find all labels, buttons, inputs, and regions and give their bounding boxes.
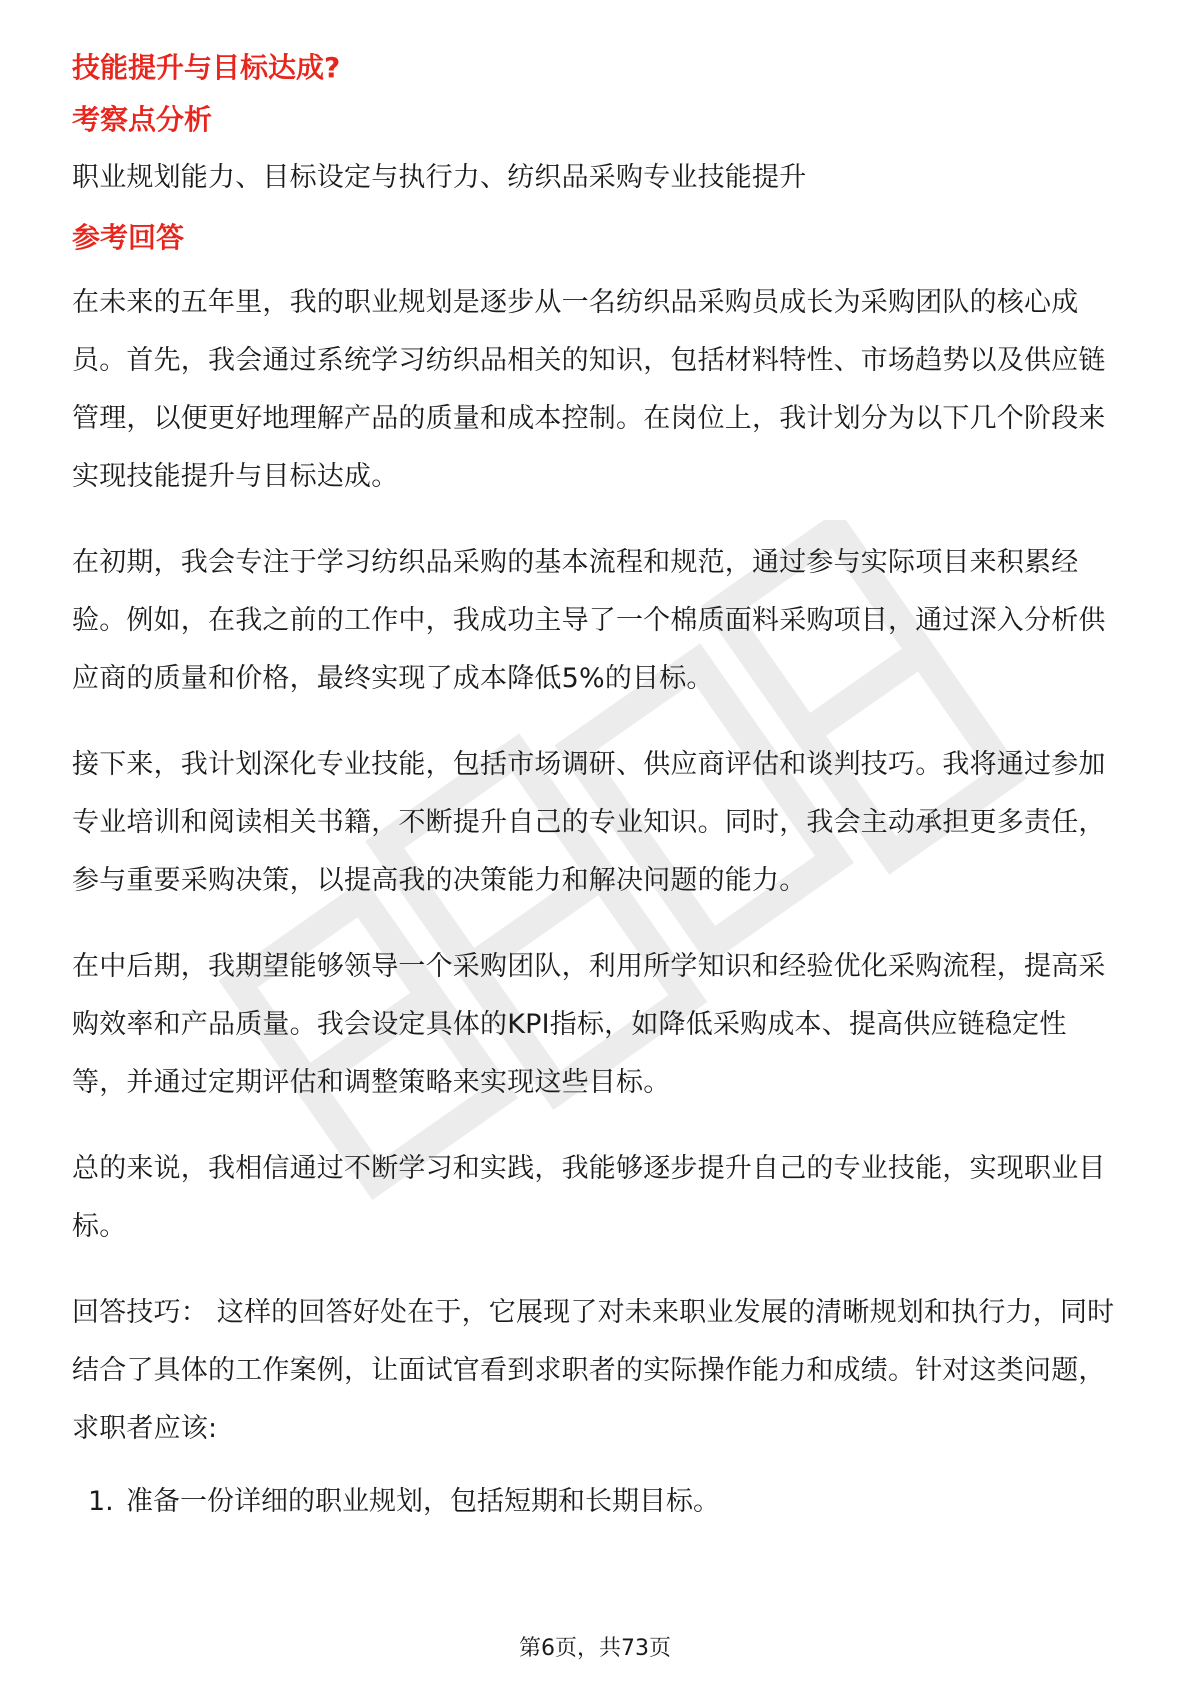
answer-paragraph: 接下来，我计划深化专业技能，包括市场调研、供应商评估和谈判技巧。我将通过参加专业培训和阅读相关书籍，不断提升自己的专业知识。同时，我会主动承担更多责任，参与重要采购决策，以提高我的决策能力和解决问题的能力。 bbox=[72, 749, 1106, 896]
analysis-heading: 考察点分析 bbox=[72, 103, 213, 136]
list-item-number: 1. bbox=[88, 1486, 114, 1517]
analysis-text: 职业规划能力、目标设定与执行力、纺织品采购专业技能提升 bbox=[72, 162, 807, 193]
answer-paragraph: 在中后期，我期望能够领导一个采购团队，利用所学知识和经验优化采购流程，提高采购效率和产品质量。我会设定具体的KPI指标，如降低采购成本、提高供应链稳定性等，并通过定期评估和调整策略来实现这些目标。 bbox=[72, 951, 1106, 1098]
answer-paragraph: 总的来说，我相信通过不断学习和实践，我能够逐步提升自己的专业技能，实现职业目标。 bbox=[72, 1153, 1106, 1242]
question-title: 技能提升与目标达成? bbox=[72, 51, 341, 84]
list-item bbox=[72, 1480, 1118, 1524]
answer-tips-paragraph: 回答技巧： 这样的回答好处在于，它展现了对未来职业发展的清晰规划和执行力，同时结合了具体的工作案例，让面试官看到求职者的实际操作能力和成绩。针对这类问题，求职者应该: bbox=[72, 1297, 1115, 1444]
list-item-text: 准备一份详细的职业规划，包括短期和长期目标。 bbox=[126, 1486, 720, 1517]
answer-paragraph: 在初期，我会专注于学习纺织品采购的基本流程和规范，通过参与实际项目来积累经验。例如，在我之前的工作中，我成功主导了一个棉质面料采购项目，通过深入分析供应商的质量和价格，最终实现了成本降低5%的目标。 bbox=[72, 547, 1106, 694]
answer-heading: 参考回答 bbox=[72, 221, 185, 254]
tips-list bbox=[72, 1480, 1118, 1524]
page-indicator: 第6页，共73页 bbox=[519, 1636, 671, 1661]
document-content bbox=[72, 48, 1118, 1524]
answer-paragraph: 在未来的五年里，我的职业规划是逐步从一名纺织品采购员成长为采购团队的核心成员。首先，我会通过系统学习纺织品相关的知识，包括材料特性、市场趋势以及供应链管理，以便更好地理解产品的质量和成本控制。在岗位上，我计划分为以下几个阶段来实现技能提升与目标达成。 bbox=[72, 287, 1106, 492]
